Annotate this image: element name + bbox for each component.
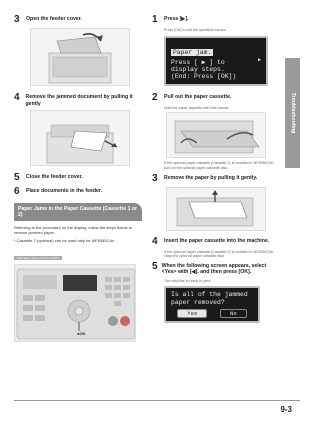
panel-label: Operation panel of the machine: [14, 256, 62, 260]
step-place-documents: [14, 186, 142, 197]
lcd-line: (End: Press [OK]): [171, 73, 237, 81]
section-title: Paper Jams in the Paper Cassette (Cassette 1 or 2): [14, 203, 142, 221]
lcd-line: Press [ ▶ ] to: [171, 58, 225, 66]
step-note: The machine is ready to print.: [164, 278, 212, 283]
feeder-open-illustration: [30, 28, 130, 86]
step-number: 3: [14, 14, 20, 25]
step-text: Pull out the paper cassette.: [164, 93, 232, 100]
pull-cassette-illustration: [166, 112, 266, 158]
step-close-feeder-cover: [14, 172, 142, 183]
lcd-line: Is all of the jammed: [171, 291, 248, 299]
right-column: [152, 14, 280, 323]
step-pull-out-cassette: [152, 92, 280, 103]
lcd-line: display steps.: [171, 66, 225, 73]
left-column: [14, 14, 142, 342]
lcd-button-row: [171, 309, 253, 318]
step-text: Insert the paper cassette into the machine.: [164, 237, 270, 244]
step-note: If the optional paper cassette (Cassette 2) is installed in MF8350Cdn, close the optional paper cassette also.: [164, 249, 275, 259]
chapter-label: Troubleshooting: [289, 92, 296, 134]
chapter-side-tab[interactable]: [285, 58, 300, 168]
no-button[interactable]: No: [220, 309, 247, 318]
step-text: Place documents in the feeder.: [26, 188, 103, 194]
step-number: 4: [152, 235, 158, 247]
step-open-feeder-cover: [14, 14, 142, 25]
step-number: 2: [152, 91, 158, 103]
step-text: Open the feeder cover.: [26, 16, 82, 22]
step-number: 5: [152, 260, 158, 272]
step-number: 4: [14, 92, 20, 103]
lcd-title: Paper jam.: [173, 48, 212, 56]
lcd-confirm-screen: [164, 286, 260, 323]
remove-document-illustration: [30, 110, 130, 166]
step-remove-paper: [152, 173, 280, 184]
step-select-yes: [152, 261, 280, 276]
step-text: When the following screen appears, select <Yes> with [◀], and then press [OK].: [161, 262, 267, 276]
step-number: 1: [152, 14, 158, 25]
step-text: Remove the paper by pulling it gently.: [164, 174, 258, 181]
step-text: Remove the jammed document by pulling it gently: [25, 94, 133, 107]
step-remove-jammed-document: [14, 92, 142, 107]
step-note: Press [OK] to exit the operation screen.: [164, 28, 227, 32]
step-number: 5: [14, 172, 20, 183]
yes-button[interactable]: Yes: [177, 309, 207, 318]
lcd-paper-jam-screen: [164, 36, 268, 86]
remove-paper-illustration: [166, 187, 266, 231]
step-note: Hold the paper cassette with both hands.: [164, 105, 230, 110]
footer-rule: [14, 400, 300, 401]
optional-cassette-note: If the optional paper cassette (Cassette 2) is installed in MF8350Cdn, pull out the optional paper cassette also.: [164, 161, 275, 170]
step-text: Press [▶].: [164, 16, 189, 22]
step-press-right: [152, 14, 280, 25]
cassette-note: * Cassette 2 (optional) can be used only for MF8350Cdn.: [14, 238, 115, 244]
step-text: Close the feeder cover.: [26, 174, 83, 180]
section-intro: Referring to the procedure on the display, follow the steps below to remove jammed paper.: [14, 225, 132, 236]
ok-caption: ●OK: [77, 331, 86, 337]
lcd-line: paper removed?: [171, 298, 225, 306]
right-arrow-icon: ▶: [257, 56, 261, 63]
page-number: 9-3: [280, 405, 292, 414]
operation-panel-illustration: [14, 264, 136, 342]
step-insert-cassette: [152, 236, 280, 247]
step-number: 6: [14, 186, 20, 197]
step-number: 3: [152, 172, 158, 184]
